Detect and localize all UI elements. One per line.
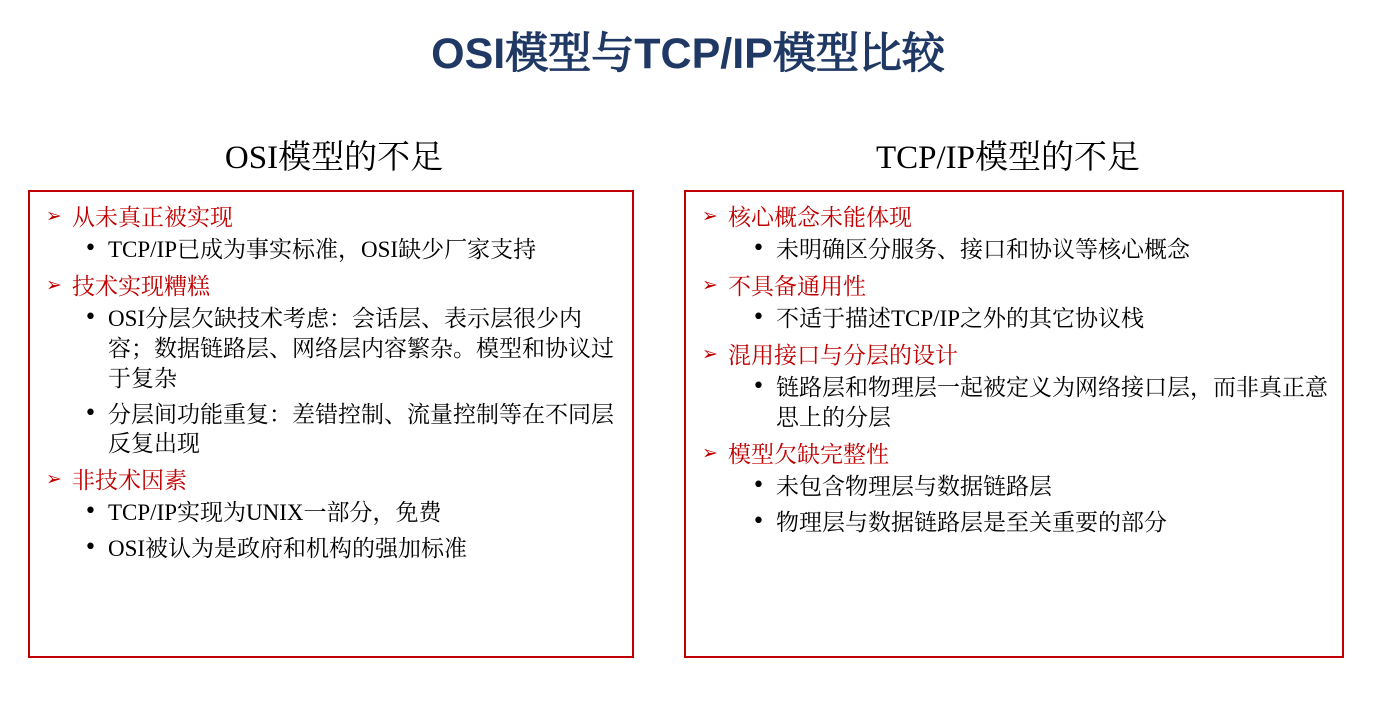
bullet-list-osi [40, 202, 618, 564]
list-item-label: 混用接口与分层的设计 [728, 342, 958, 368]
arrow-right-icon: ➢ [46, 273, 62, 296]
sub-list [728, 472, 1328, 538]
list-item-label: 不具备通用性 [728, 273, 866, 299]
sub-item-label: TCP/IP已成为事实标准，OSI缺少厂家支持 [108, 236, 537, 262]
sub-item-label: 物理层与数据链路层是至关重要的部分 [776, 509, 1167, 535]
list-item [728, 304, 1328, 334]
column-tcpip [660, 140, 1376, 658]
list-item [72, 534, 618, 564]
arrow-right-icon: ➢ [46, 468, 62, 491]
list-item [72, 498, 618, 528]
column-osi [0, 140, 660, 658]
column-heading-osi: OSI模型的不足 [224, 140, 444, 176]
bullet-dot-icon: • [84, 535, 97, 561]
sub-item-label: OSI分层欠缺技术考虑：会话层、表示层很少内容；数据链路层、网络层内容繁杂。模型和协议过于复杂 [108, 305, 614, 391]
list-item [696, 439, 1328, 538]
bullet-dot-icon: • [752, 304, 765, 330]
sub-item-label: OSI被认为是政府和机构的强加标准 [108, 536, 468, 562]
list-item [40, 465, 618, 564]
sub-list [728, 304, 1328, 334]
content-box-tcpip [684, 190, 1344, 658]
bullet-list-tcpip [696, 202, 1328, 538]
sub-list [72, 498, 618, 564]
sub-item-label: 分层间功能重复：差错控制、流量控制等在不同层反复出现 [108, 401, 614, 457]
sub-item-label: 不适于描述TCP/IP之外的其它协议栈 [776, 305, 1145, 331]
column-heading-tcpip: TCP/IP模型的不足 [875, 140, 1141, 176]
sub-list [728, 235, 1328, 265]
list-item [728, 373, 1328, 433]
list-item [696, 271, 1328, 334]
list-item [728, 472, 1328, 502]
list-item-label: 技术实现糟糕 [72, 273, 210, 299]
sub-item-label: 未包含物理层与数据链路层 [776, 473, 1052, 499]
list-item [40, 202, 618, 265]
list-item [696, 202, 1328, 265]
sub-list [72, 304, 618, 459]
list-item [696, 340, 1328, 433]
list-item-label: 从未真正被实现 [72, 204, 233, 230]
list-item [72, 235, 618, 265]
list-item-label: 模型欠缺完整性 [728, 441, 889, 467]
bullet-dot-icon: • [752, 235, 765, 261]
sub-list [72, 235, 618, 265]
two-column-layout [0, 140, 1376, 658]
bullet-dot-icon: • [84, 499, 97, 525]
sub-list [728, 373, 1328, 433]
bullet-dot-icon: • [84, 304, 97, 330]
list-item [40, 271, 618, 460]
sub-item-label: TCP/IP实现为UNIX一部分，免费 [108, 500, 442, 526]
arrow-right-icon: ➢ [702, 441, 718, 464]
bullet-dot-icon: • [84, 235, 97, 261]
page-title: OSI模型与TCP/IP模型比较 [431, 30, 945, 78]
bullet-dot-icon: • [752, 508, 765, 534]
bullet-dot-icon: • [752, 472, 765, 498]
list-item-label: 非技术因素 [72, 468, 187, 494]
arrow-right-icon: ➢ [702, 342, 718, 365]
list-item [728, 508, 1328, 538]
content-box-osi [28, 190, 634, 658]
bullet-dot-icon: • [752, 373, 765, 399]
bullet-dot-icon: • [84, 400, 97, 426]
arrow-right-icon: ➢ [702, 273, 718, 296]
arrow-right-icon: ➢ [46, 204, 62, 227]
list-item [72, 304, 618, 394]
arrow-right-icon: ➢ [702, 204, 718, 227]
list-item-label: 核心概念未能体现 [728, 204, 912, 230]
sub-item-label: 链路层和物理层一起被定义为网络接口层，而非真正意思上的分层 [776, 374, 1328, 430]
sub-item-label: 未明确区分服务、接口和协议等核心概念 [776, 236, 1190, 262]
list-item [72, 400, 618, 460]
list-item [728, 235, 1328, 265]
